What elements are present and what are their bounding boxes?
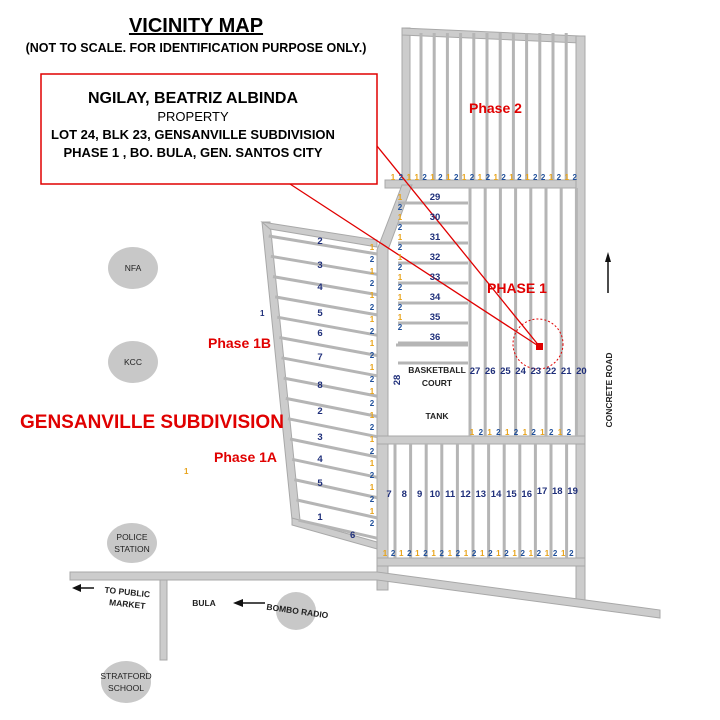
market-arrow-icon [72,584,81,592]
phase1b-left-road [262,222,300,520]
lot-mark: 1 [544,549,550,558]
stray-lot-mark: 1 [184,467,189,476]
block-label: 8 [401,489,407,500]
lot-mark: 1 [369,459,375,468]
phase1b-left-blocks [317,236,323,523]
stratford-marker [101,661,151,703]
lot-mark: 1 [479,549,485,558]
lot-mark: 2 [513,428,519,437]
phase2-west-road [402,28,410,185]
lot-mark: 1 [487,428,492,437]
block-label: 18 [552,486,563,497]
middle-road [377,436,585,444]
phase1-column-blocks [470,366,587,377]
lot-mark: 1 [397,193,403,202]
lot-mark: 2 [369,303,375,312]
lot-mark: 2 [369,375,375,384]
block-label: 20 [576,366,587,377]
stratford-label-2: SCHOOL [108,683,144,693]
map-subtitle: (NOT TO SCALE. FOR IDENTIFICATION PURPOSE ONLY.) [25,41,367,55]
lot-mark: 1 [461,173,467,182]
lot-mark: 2 [485,173,491,182]
lot-mark: 2 [496,428,501,437]
lot-mark: 1 [369,315,375,324]
owner-lot-line: LOT 24, BLK 23, GENSANVILLE SUBDIVISION [51,127,335,142]
lot-mark: 1 [397,293,403,302]
block-label: 16 [521,489,532,500]
main-road [70,572,660,618]
block-label: 4 [317,282,323,293]
lot-mark: 1 [397,233,403,242]
block-label: 22 [545,366,557,377]
lot-mark: 1 [369,411,375,420]
block-label: 10 [429,489,441,500]
lot-mark: 2 [438,173,443,182]
lot-mark: 2 [455,549,461,558]
lot-mark: 1 [560,549,566,558]
phase1b-lot-line [286,398,377,416]
subdivision-label: GENSANVILLE SUBDIVISION [20,412,284,433]
block-label: 19 [567,486,578,497]
phase1-label: PHASE 1 [487,280,547,296]
owner-address-line: PHASE 1 , BO. BULA, GEN. SANTOS CITY [63,145,323,160]
lot-mark: 2 [369,279,375,288]
lower-road [377,558,585,566]
block-label: 24 [515,366,526,377]
block-label: 5 [317,478,323,489]
phase1b-lot-line [284,378,377,396]
lot-mark: 1 [397,253,403,262]
owner-type: PROPERTY [157,109,229,124]
property-marker [536,343,543,350]
phase1b-lot-line [277,317,377,335]
lot-mark: 2 [398,173,404,182]
phase1b-lot-line [288,419,377,437]
lot-mark: 1 [548,173,554,182]
lot-mark: 2 [552,549,558,558]
lot-mark: 2 [532,173,538,182]
nfa-label: NFA [124,263,142,273]
lot-mark: 2 [488,549,493,558]
owner-name: NGILAY, BEATRIZ ALBINDA [87,90,299,107]
lot-mark: 1 [369,387,375,396]
lot-mark: 2 [407,549,412,558]
phase1a-lower-blocks [386,486,578,500]
block-label: 34 [429,292,441,303]
lot-mark: 1 [369,483,375,492]
lot-mark: 1 [469,428,475,437]
lot-mark: 2 [397,243,403,252]
phase1b-lot-line [290,439,377,457]
map-title: VICINITY MAP [128,15,264,37]
lot-mark: 2 [397,223,403,232]
block-label: 31 [429,232,441,243]
lot-mark: 1 [557,428,563,437]
phase1b-lot-line [279,338,377,356]
lot-mark: 1 [369,507,375,516]
block-label: 6 [317,328,323,339]
lot-mark: 1 [540,428,545,437]
lot-mark: 2 [369,399,375,408]
block-label: 36 [429,332,441,343]
lot-mark: 2 [369,519,375,528]
block-label: 13 [475,489,487,500]
phase1b-label: Phase 1B [208,335,272,351]
lot-mark: 2 [569,549,574,558]
block-label: 4 [317,454,323,465]
lot-mark: 1 [406,173,412,182]
block-label: 33 [429,272,441,283]
phase2-label: Phase 2 [469,100,522,116]
phase1b-lot-line [282,358,377,376]
block-label: 12 [460,489,471,500]
lot-mark: 1 [509,173,514,182]
block-label: 9 [416,489,423,500]
lot-mark: 2 [439,549,444,558]
lot-mark: 1 [397,213,403,222]
basketball-label: BASKETBALL [408,365,466,375]
lot-mark: 1 [414,173,419,182]
phase1b-lot-line [275,297,377,315]
lot-mark: 1 [369,435,375,444]
block-label: 27 [469,366,481,377]
block-label: 23 [530,366,542,377]
phase1b-lot-line [271,256,377,274]
lot-mark: 1 [369,339,375,348]
lot-mark: 2 [478,428,484,437]
lot-mark: 2 [548,428,554,437]
block-label: 32 [429,252,441,263]
block-label: 8 [317,380,323,391]
lot-mark: 2 [397,323,403,332]
lot-mark: 2 [369,495,375,504]
lot-mark: 1 [369,243,375,252]
lot-mark: 2 [501,173,506,182]
lot-mark: 2 [471,549,477,558]
phase1a-label: Phase 1A [214,449,278,465]
lot-mark: 2 [572,173,577,182]
lot-mark: 1 [415,549,420,558]
block-label: 7 [317,352,323,363]
lot-mark: 2 [422,173,427,182]
lot-mark: 2 [517,173,522,182]
lot-mark: 2 [556,173,562,182]
kcc-label: KCC [124,357,142,367]
lot-mark: 2 [369,351,375,360]
lot-mark: 1 [525,173,530,182]
lot-mark: 2 [397,283,403,292]
lot-mark: 2 [531,428,536,437]
stratford-road [160,580,167,660]
lot-mark: 1 [369,291,375,300]
north-arrow-icon [605,252,611,262]
lot-mark: 1 [382,549,388,558]
block-label: 5 [317,308,323,319]
block-label: 15 [506,489,517,500]
block-6-bottom: 6 [350,530,356,541]
police-label-2: STATION [114,544,150,554]
lot-mark: 1 [447,549,453,558]
lot-mark: 2 [369,471,375,480]
lot-mark: 2 [369,255,375,264]
lot-mark: 1 [528,549,534,558]
lot-mark: 1 [390,173,396,182]
lot-mark: 1 [431,549,436,558]
lot-mark: 2 [397,203,403,212]
block-label: 1 [317,512,323,523]
block-label: 2 [317,406,323,417]
lot-mark: 2 [453,173,459,182]
block-label: 7 [386,489,392,500]
lot-mark: 1 [446,173,451,182]
lot-mark: 1 [496,549,501,558]
police-label-1: POLICE [116,532,148,542]
market-label-1: TO PUBLIC [104,584,151,600]
block-label: 30 [429,212,441,223]
lot-mark: 1 [522,428,528,437]
lot-mark: 2 [423,549,428,558]
lot-mark: 2 [520,549,525,558]
court-label: COURT [421,378,453,388]
lot-mark: 2 [540,173,546,182]
market-label-2: MARKET [108,597,146,611]
phase1b-lot-line [292,459,377,477]
lot-mark: 2 [504,549,509,558]
block-label: 21 [560,366,572,377]
lot-mark: 2 [397,263,403,272]
lot-mark: 2 [390,549,396,558]
tank-label: TANK [425,411,449,421]
lot-mark: 1 [398,549,404,558]
block-label: 14 [490,489,502,500]
lot-mark: 2 [536,549,542,558]
block-label: 11 [445,489,456,500]
block-label: 35 [429,312,441,323]
lot-mark: 2 [469,173,475,182]
lot-mark: 1 [504,428,510,437]
lot-mark: 2 [369,423,375,432]
lot-mark: 1 [397,273,403,282]
bombo-arrow-icon [233,599,243,607]
lot-mark: 1 [369,267,375,276]
block-label: 2 [317,236,323,247]
bombo-label: BOMBO RADIO [265,601,329,621]
lot-mark: 1 [430,173,435,182]
police-marker [107,523,157,563]
phase1-upper-blocks [430,192,441,343]
block-label: 17 [536,486,548,497]
phase1b-lot-line [294,480,377,498]
lot-mark: 1 [397,313,403,322]
lot-mark: 1 [369,363,375,372]
lot-mark: 1 [493,173,498,182]
lot-mark: 2 [369,327,375,336]
lot-mark: 2 [369,447,375,456]
phase1b-lot-line [296,500,377,518]
lot-mark: 1 [564,173,570,182]
stratford-label-1: STRATFORD [100,671,152,681]
lot-mark: 2 [566,428,572,437]
lot-mark: 1 [463,549,469,558]
lot-mark: 1 [512,549,517,558]
block-label: 3 [317,432,323,443]
block-label: 3 [317,260,323,271]
lot-mark: 1 [477,173,483,182]
lot-mark: 2 [397,303,403,312]
block-label: 25 [500,366,511,377]
block-label: 29 [429,192,441,203]
bula-label: BULA [192,598,216,608]
phase1b-lot-line [273,277,377,295]
block-28-label: 28 [392,374,403,386]
stray-lot-mark-left: 1 [260,309,265,318]
concrete-road-label: CONCRETE ROAD [604,352,614,428]
block-label: 26 [484,366,496,377]
